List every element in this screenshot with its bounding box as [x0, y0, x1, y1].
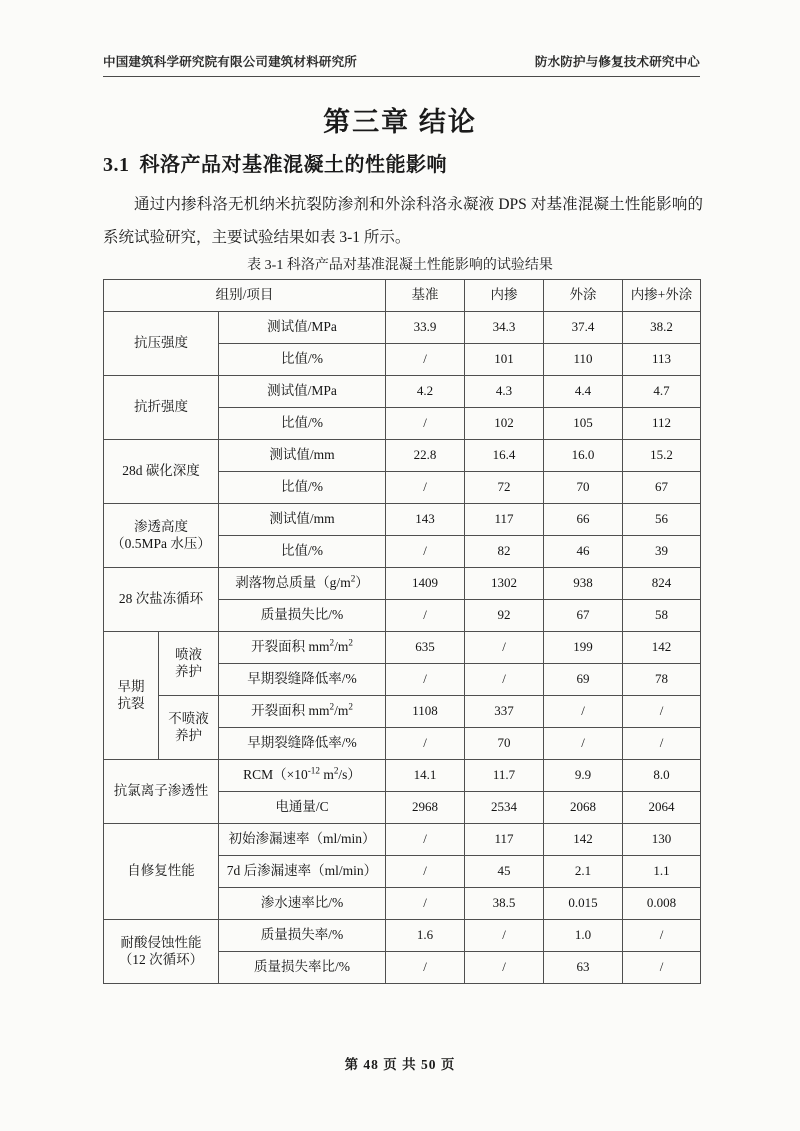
cell-value-1: 2968 — [386, 792, 465, 824]
row-item-label: 初始渗漏速率（ml/min） — [219, 824, 386, 856]
row-group-label: 抗压强度 — [104, 312, 219, 376]
cell-value-3: 110 — [544, 344, 623, 376]
row-item-label: 开裂面积 $mm^2/m^2$ — [219, 696, 386, 728]
cell-value-2: 1302 — [465, 568, 544, 600]
row-item-label: 电通量/C — [219, 792, 386, 824]
table-row — [104, 760, 701, 792]
row-item-label: 比值/% — [219, 472, 386, 504]
cell-value-3: 66 — [544, 504, 623, 536]
cell-value-1: 33.9 — [386, 312, 465, 344]
cell-value-2: 38.5 — [465, 888, 544, 920]
row-group-label: 早期 抗裂 — [104, 632, 159, 760]
row-item-label: 早期裂缝降低率/% — [219, 728, 386, 760]
row-group-label: 自修复性能 — [104, 824, 219, 920]
cell-value-1: 14.1 — [386, 760, 465, 792]
cell-value-2: / — [465, 664, 544, 696]
row-subgroup-label: 不喷液 养护 — [159, 696, 219, 760]
cell-value-4: 8.0 — [623, 760, 701, 792]
cell-value-3: 37.4 — [544, 312, 623, 344]
row-item-label: 开裂面积 $mm^2/m^2$ — [219, 632, 386, 664]
cell-value-2: 117 — [465, 504, 544, 536]
table-row — [104, 696, 701, 728]
cell-value-3: 4.4 — [544, 376, 623, 408]
row-item-label: 渗水速率比/% — [219, 888, 386, 920]
cell-value-3: / — [544, 728, 623, 760]
cell-value-2: 82 — [465, 536, 544, 568]
cell-value-2: / — [465, 920, 544, 952]
cell-value-1: / — [386, 952, 465, 984]
cell-value-2: 16.4 — [465, 440, 544, 472]
cell-value-1: / — [386, 856, 465, 888]
cell-value-2: 4.3 — [465, 376, 544, 408]
cell-value-3: 69 — [544, 664, 623, 696]
row-group-label: 28d 碳化深度 — [104, 440, 219, 504]
cell-value-3: 142 — [544, 824, 623, 856]
section-heading-text: 科洛产品对基准混凝土的性能影响 — [139, 154, 447, 176]
table-row — [104, 440, 701, 472]
cell-value-3: 67 — [544, 600, 623, 632]
table-row — [104, 632, 701, 664]
cell-value-1: 1409 — [386, 568, 465, 600]
column-header-1: 基准 — [386, 280, 465, 312]
cell-value-4: 67 — [623, 472, 701, 504]
cell-value-3: 16.0 — [544, 440, 623, 472]
cell-value-4: / — [623, 696, 701, 728]
row-item-label: 测试值/MPa — [219, 312, 386, 344]
table-caption: 表 3-1 科洛产品对基准混凝土性能影响的试验结果 — [247, 258, 553, 273]
row-item-label: 质量损失比/% — [219, 600, 386, 632]
table-row — [104, 920, 701, 952]
cell-value-1: / — [386, 472, 465, 504]
cell-value-4: 1.1 — [623, 856, 701, 888]
cell-value-4: 113 — [623, 344, 701, 376]
body-paragraph: 通过内掺科洛无机纳米抗裂防渗剂和外涂科洛永凝液 DPS 对基准混凝土性能影响的系统试验研究，主要试验结果如表 3-1 所示。 — [103, 196, 703, 246]
cell-value-4: 78 — [623, 664, 701, 696]
cell-value-2: 117 — [465, 824, 544, 856]
column-header-group-item: 组别/项目 — [104, 280, 386, 312]
row-group-label: 28 次盐冻循环 — [104, 568, 219, 632]
cell-value-3: 938 — [544, 568, 623, 600]
header-divider — [103, 76, 700, 77]
row-item-label: 质量损失率比/% — [219, 952, 386, 984]
table-header-row — [104, 280, 701, 312]
row-group-label: 抗氯离子渗透性 — [104, 760, 219, 824]
cell-value-4: 130 — [623, 824, 701, 856]
cell-value-4: 38.2 — [623, 312, 701, 344]
row-group-label: 耐酸侵蚀性能 （12 次循环） — [104, 920, 219, 984]
row-item-label: 测试值/mm — [219, 504, 386, 536]
cell-value-3: 63 — [544, 952, 623, 984]
cell-value-1: 143 — [386, 504, 465, 536]
column-header-3: 外涂 — [544, 280, 623, 312]
cell-value-3: 105 — [544, 408, 623, 440]
cell-value-4: 112 — [623, 408, 701, 440]
table-row — [104, 568, 701, 600]
cell-value-4: / — [623, 920, 701, 952]
cell-value-3: 9.9 — [544, 760, 623, 792]
cell-value-3: 1.0 — [544, 920, 623, 952]
cell-value-1: / — [386, 600, 465, 632]
cell-value-1: 4.2 — [386, 376, 465, 408]
cell-value-2: / — [465, 952, 544, 984]
cell-value-4: / — [623, 952, 701, 984]
row-item-label: 比值/% — [219, 536, 386, 568]
cell-value-3: 46 — [544, 536, 623, 568]
cell-value-1: / — [386, 824, 465, 856]
cell-value-2: 102 — [465, 408, 544, 440]
cell-value-2: / — [465, 632, 544, 664]
cell-value-4: 15.2 — [623, 440, 701, 472]
row-item-label: 早期裂缝降低率/% — [219, 664, 386, 696]
cell-value-4: 4.7 — [623, 376, 701, 408]
page-footer: 第 48 页 共 50 页 — [344, 1057, 456, 1072]
cell-value-2: 92 — [465, 600, 544, 632]
row-item-label: 比值/% — [219, 408, 386, 440]
cell-value-2: 70 — [465, 728, 544, 760]
table-row — [104, 312, 701, 344]
cell-value-1: 22.8 — [386, 440, 465, 472]
running-header-left: 中国建筑科学研究院有限公司建筑材料研究所 — [103, 55, 358, 69]
cell-value-2: 101 — [465, 344, 544, 376]
cell-value-1: 1108 — [386, 696, 465, 728]
cell-value-4: 39 — [623, 536, 701, 568]
cell-value-1: / — [386, 344, 465, 376]
cell-value-4: / — [623, 728, 701, 760]
cell-value-4: 56 — [623, 504, 701, 536]
cell-value-2: 72 — [465, 472, 544, 504]
cell-value-2: 45 — [465, 856, 544, 888]
cell-value-2: 2534 — [465, 792, 544, 824]
row-item-label: 比值/% — [219, 344, 386, 376]
cell-value-3: 2.1 — [544, 856, 623, 888]
row-item-label: 剥落物总质量$(g/m^2)$ — [219, 568, 386, 600]
section-number: 3.1 — [103, 154, 130, 176]
column-header-2: 内掺 — [465, 280, 544, 312]
cell-value-4: 142 — [623, 632, 701, 664]
row-group-label: 渗透高度 （0.5MPa 水压） — [104, 504, 219, 568]
table-row — [104, 824, 701, 856]
cell-value-1: / — [386, 536, 465, 568]
cell-value-2: 34.3 — [465, 312, 544, 344]
cell-value-3: 70 — [544, 472, 623, 504]
row-item-label: $RCM(\times 10^{-12}$ $m^2/s$） — [219, 760, 386, 792]
cell-value-1: / — [386, 408, 465, 440]
cell-value-3: 0.015 — [544, 888, 623, 920]
section-title — [103, 148, 447, 177]
column-header-4: 内掺+外涂 — [623, 280, 701, 312]
cell-value-1: / — [386, 888, 465, 920]
cell-value-3: 2068 — [544, 792, 623, 824]
row-subgroup-label: 喷液 养护 — [159, 632, 219, 696]
cell-value-3: / — [544, 696, 623, 728]
cell-value-4: 0.008 — [623, 888, 701, 920]
cell-value-4: 58 — [623, 600, 701, 632]
cell-value-2: 11.7 — [465, 760, 544, 792]
row-item-label: 测试值/MPa — [219, 376, 386, 408]
table-row — [104, 376, 701, 408]
chapter-title: 第三章 结论 — [323, 107, 477, 137]
cell-value-4: 824 — [623, 568, 701, 600]
running-header-right: 防水防护与修复技术研究中心 — [534, 55, 700, 69]
row-group-label: 抗折强度 — [104, 376, 219, 440]
cell-value-1: / — [386, 664, 465, 696]
row-item-label: 7d 后渗漏速率（ml/min） — [219, 856, 386, 888]
row-item-label: 质量损失率/% — [219, 920, 386, 952]
results-table — [103, 279, 701, 984]
running-header — [103, 52, 700, 70]
row-item-label: 测试值/mm — [219, 440, 386, 472]
table-row — [104, 504, 701, 536]
cell-value-1: / — [386, 728, 465, 760]
cell-value-1: 635 — [386, 632, 465, 664]
cell-value-2: 337 — [465, 696, 544, 728]
cell-value-4: 2064 — [623, 792, 701, 824]
cell-value-3: 199 — [544, 632, 623, 664]
cell-value-1: 1.6 — [386, 920, 465, 952]
